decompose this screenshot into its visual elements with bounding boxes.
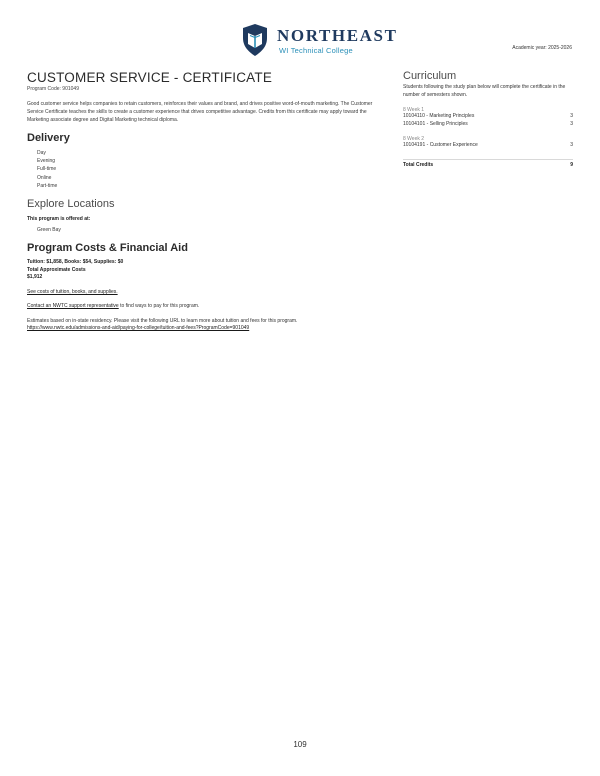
costs-block — [27, 259, 377, 282]
tuition-url-link[interactable]: https://www.nwtc.edu/admissions-and-aid/paying-for-college/tuition-and-fees?ProgramCode=901049 — [27, 325, 250, 332]
list-item: Full-time — [37, 166, 57, 173]
estimate-paragraph — [27, 318, 377, 333]
offered-at-label: This program is offered at: — [27, 216, 91, 223]
program-main-column — [27, 70, 377, 333]
list-item: Part-time — [37, 182, 58, 189]
brand-subtitle: WI Technical College — [279, 46, 353, 55]
course-row — [403, 142, 573, 150]
college-logo[interactable] — [241, 24, 398, 56]
locations-heading: Explore Locations — [27, 198, 115, 211]
total-costs-label: Total Approximate Costs — [27, 266, 86, 273]
course-name: 10104101 - Selling Principles — [403, 120, 468, 127]
program-description: Good customer service helps companies to retain customers, reinforces their values and brand, and drives positive word-of-mouth marketing. The Customer Service Certificate teaches the skills to create a customer experience that drives competitive advantage. Credits from this certificate may apply toward the Marketing associate degree and Digital Marketing technical diploma. — [27, 101, 373, 123]
contact-support-link[interactable]: Contact an NWTC support representative — [27, 303, 119, 310]
curriculum-intro: Students following the study plan below will complete the certificate in the number of semesters shown. — [403, 84, 566, 98]
list-item: Day — [37, 150, 46, 156]
curriculum-divider — [403, 159, 573, 160]
contact-paragraph — [27, 303, 377, 311]
list-item: Green Bay — [37, 227, 61, 234]
course-credits: 3 — [570, 120, 573, 127]
locations-list — [27, 226, 377, 234]
total-costs-value: $1,912 — [27, 274, 43, 281]
brand-name: NORTHEAST — [277, 26, 398, 45]
course-credits: 3 — [570, 142, 573, 148]
program-title: CUSTOMER SERVICE - CERTIFICATE — [27, 70, 273, 85]
list-item: Evening — [37, 158, 56, 165]
curriculum-heading: Curriculum — [403, 70, 457, 82]
costs-heading: Program Costs & Financial Aid — [27, 242, 188, 255]
total-credits-value: 9 — [570, 161, 573, 168]
course-name: 10104110 - Marketing Principles — [403, 113, 475, 119]
see-costs-link[interactable]: See costs of tuition, books, and supplies. — [27, 288, 118, 295]
list-item: Online — [37, 174, 52, 181]
total-credits-row — [403, 162, 573, 168]
shield-book-icon — [241, 24, 269, 56]
academic-year: Academic year: 2025-2026 — [512, 45, 572, 51]
page-header — [0, 0, 600, 60]
course-name: 10104191 - Customer Experience — [403, 142, 478, 148]
page-number: 109 — [293, 740, 307, 749]
tuition-line: Tuition: $1,858, Books: $54, Supplies: $0 — [27, 259, 124, 266]
delivery-heading: Delivery — [27, 132, 70, 144]
program-code: Program Code: 901049 — [27, 86, 79, 92]
contact-suffix: to find ways to pay for this program. — [118, 303, 200, 310]
estimate-note: Estimates based on in-state residency. Please visit the following URL to learn more about tuition and fees for this program. — [27, 317, 298, 324]
course-row — [403, 121, 573, 129]
curriculum-column — [403, 70, 573, 168]
week-label: 8 Week 2 — [403, 136, 425, 142]
delivery-list — [27, 149, 377, 190]
total-credits-label: Total Credits — [403, 161, 434, 168]
course-row — [403, 113, 573, 121]
week-label: 8 Week 1 — [403, 107, 425, 113]
course-credits: 3 — [570, 113, 573, 119]
